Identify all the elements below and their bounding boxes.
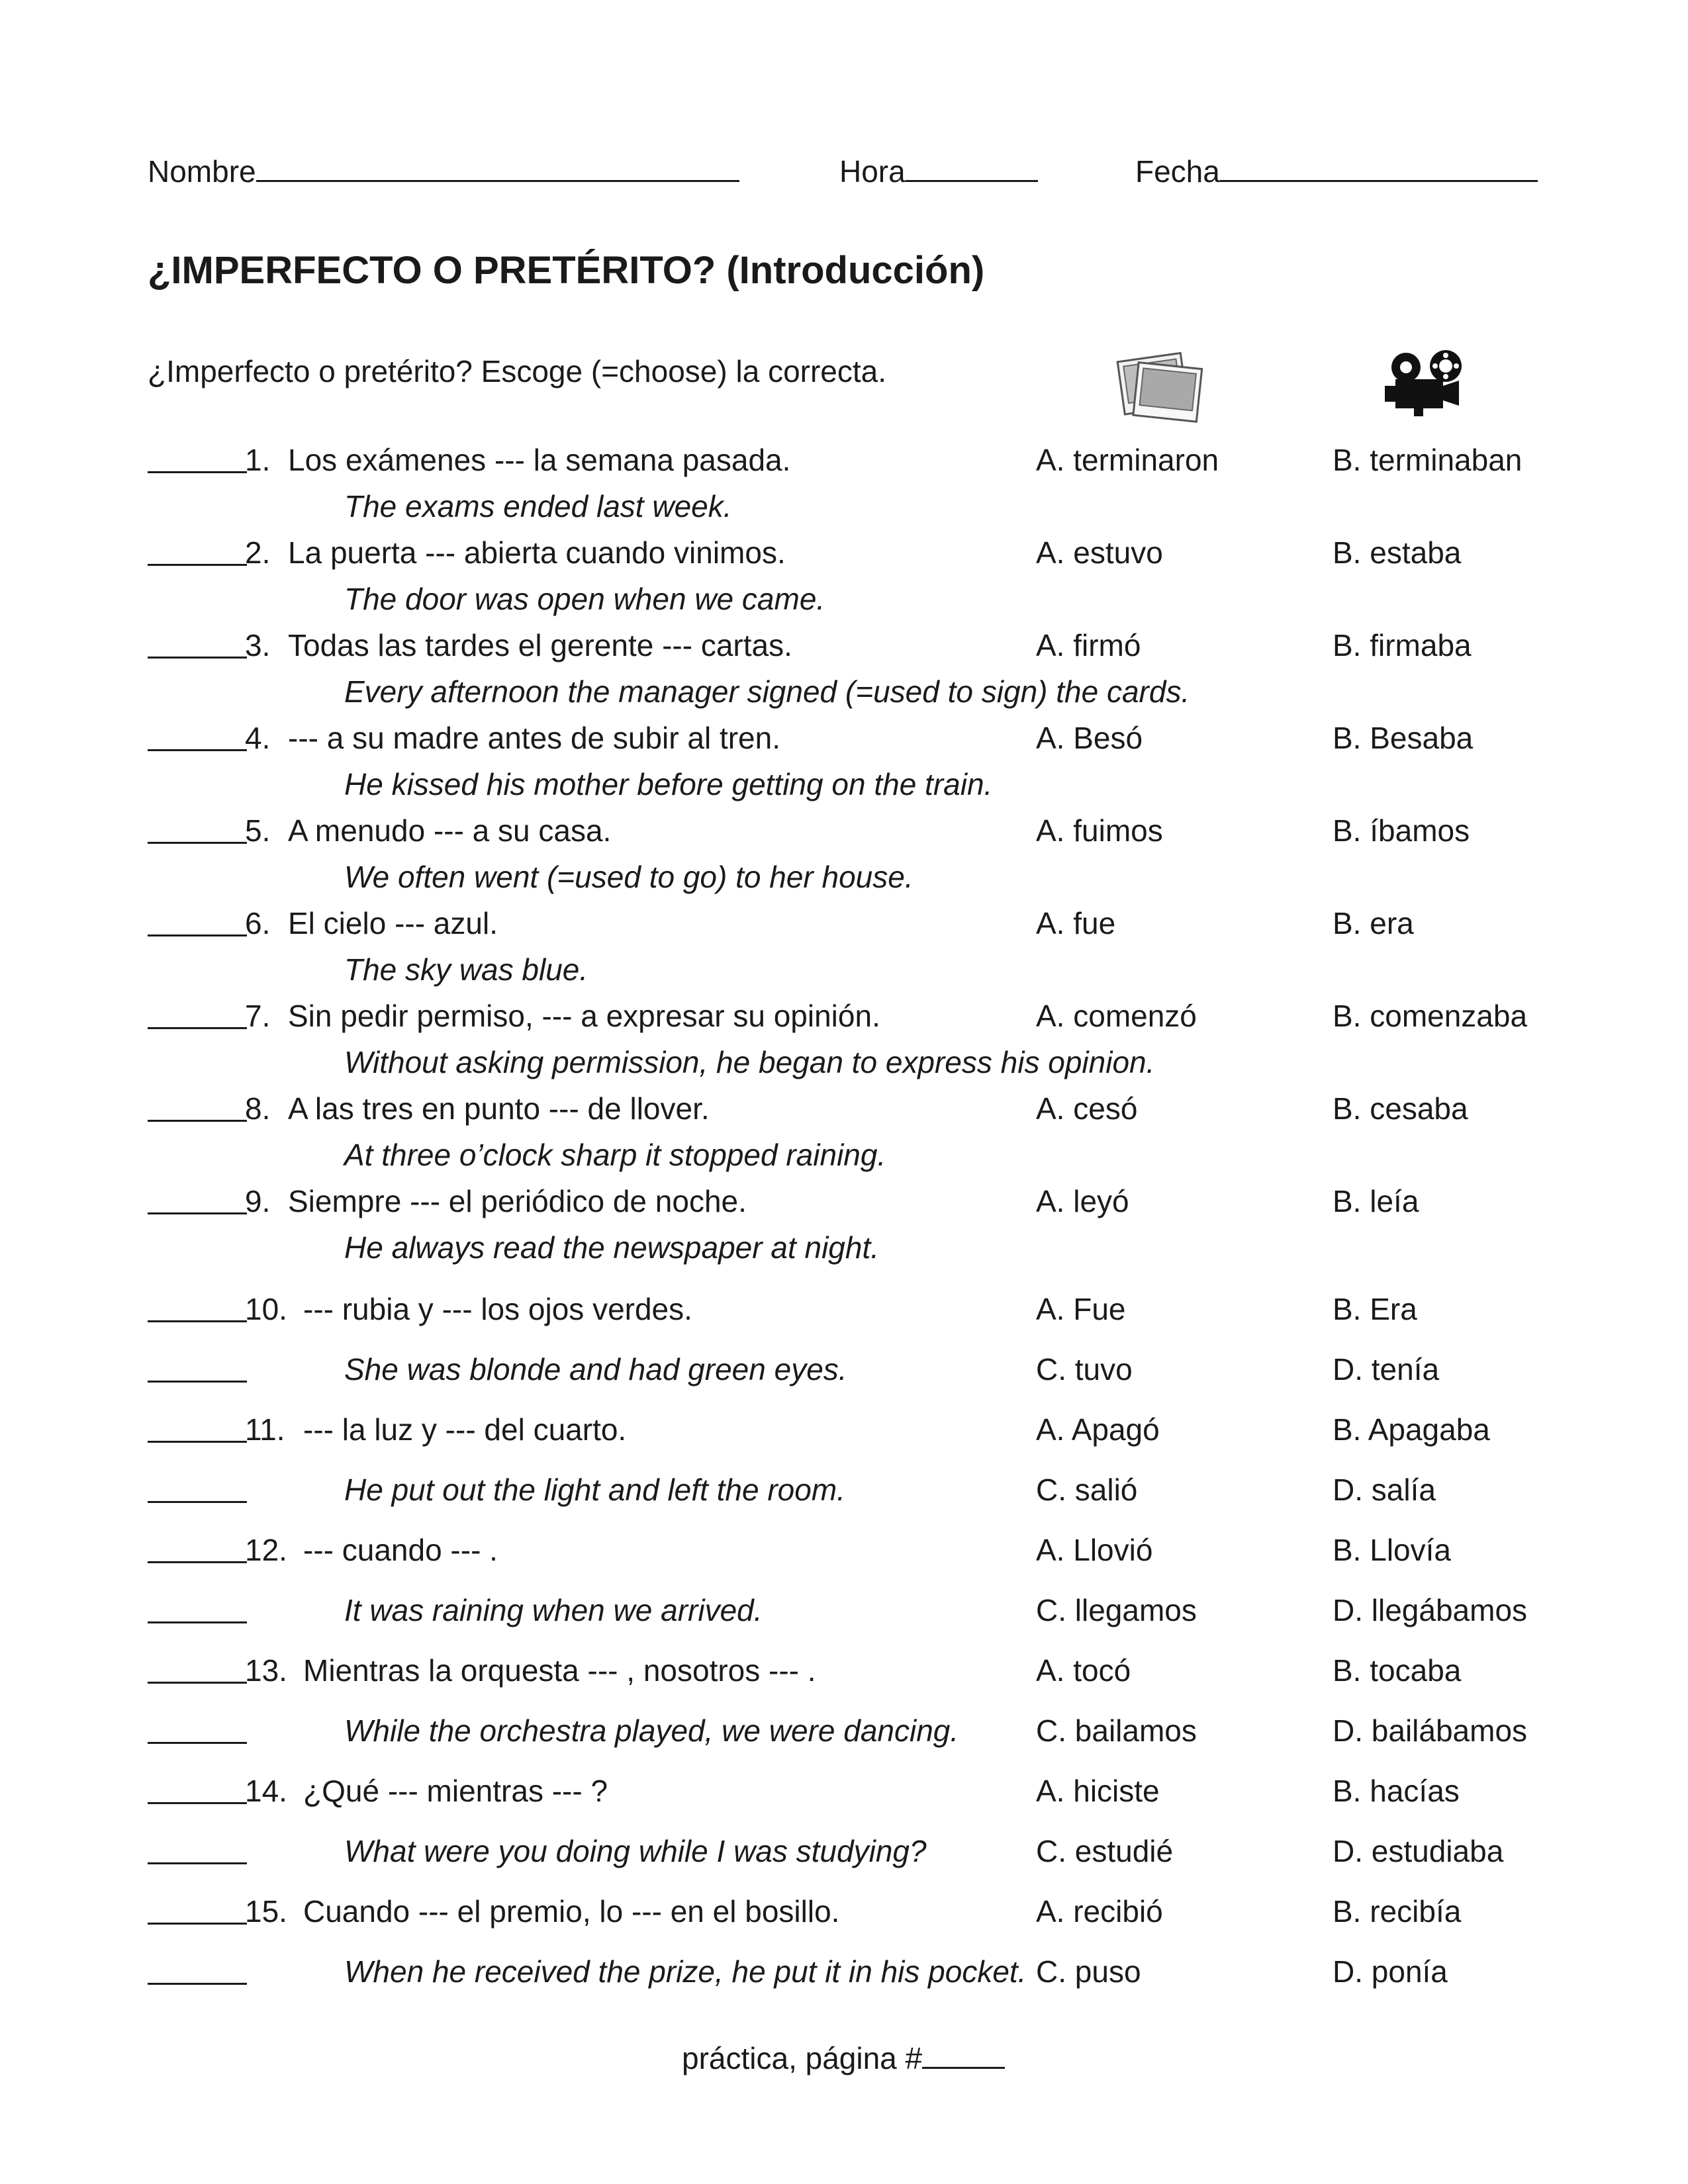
name-field xyxy=(148,154,739,193)
option-b[interactable]: B. leía xyxy=(1333,1184,1419,1218)
answer-blank-line[interactable] xyxy=(148,1655,247,1684)
option-b[interactable]: B. firmaba xyxy=(1333,628,1472,662)
answer-blank-10-second[interactable] xyxy=(148,1354,247,1387)
answer-blank-line[interactable] xyxy=(148,537,247,566)
option-a[interactable]: A. Llovió xyxy=(1036,1533,1153,1567)
answer-blank-14-second[interactable] xyxy=(148,1836,247,1869)
date-field xyxy=(1135,154,1538,193)
option-d[interactable]: D. tenía xyxy=(1333,1352,1440,1387)
answer-blank-line[interactable] xyxy=(148,908,247,936)
question-text: La puerta --- abierta cuando vinimos. xyxy=(288,535,786,570)
question-number: 13. xyxy=(245,1653,287,1688)
question-number: 1. xyxy=(245,443,271,477)
question-translation: It was raining when we arrived. xyxy=(344,1593,763,1627)
option-b[interactable]: B. íbamos xyxy=(1333,813,1470,848)
option-a[interactable]: A. fuimos xyxy=(1036,813,1163,848)
name-label: Nombre xyxy=(148,154,256,189)
question-text: --- cuando --- . xyxy=(303,1533,498,1567)
option-a[interactable]: A. tocó xyxy=(1036,1653,1131,1688)
question-text: El cielo --- azul. xyxy=(288,906,498,940)
option-b[interactable]: B. Apagaba xyxy=(1333,1412,1490,1447)
answer-blank-6[interactable] xyxy=(148,908,247,941)
photographs-icon xyxy=(1112,351,1205,424)
question-text: A menudo --- a su casa. xyxy=(288,813,612,848)
question-number: 14. xyxy=(245,1774,287,1808)
answer-blank-line[interactable] xyxy=(148,723,247,751)
option-a[interactable]: A. cesó xyxy=(1036,1091,1138,1126)
question-number: 4. xyxy=(245,721,271,755)
answer-blank-line[interactable] xyxy=(148,1294,247,1322)
page-title: ¿IMPERFECTO O PRETÉRITO? (Introducción) xyxy=(148,249,985,292)
question-number: 9. xyxy=(245,1184,271,1218)
option-a[interactable]: A. Fue xyxy=(1036,1292,1126,1326)
answer-blank-line[interactable] xyxy=(148,1001,247,1029)
answer-blank-line[interactable] xyxy=(148,1595,247,1623)
question-translation: The exams ended last week. xyxy=(344,489,732,523)
option-a[interactable]: A. firmó xyxy=(1036,628,1141,662)
answer-blank-11-second[interactable] xyxy=(148,1475,247,1508)
question-text: Sin pedir permiso, --- a expresar su opinión. xyxy=(288,999,880,1033)
question-number: 3. xyxy=(245,628,271,662)
answer-blank-3[interactable] xyxy=(148,630,247,663)
question-translation: While the orchestra played, we were dancing. xyxy=(344,1713,959,1748)
question-text: Siempre --- el periódico de noche. xyxy=(288,1184,747,1218)
option-b[interactable]: B. terminaban xyxy=(1333,443,1523,477)
question-number: 8. xyxy=(245,1091,271,1126)
question-number: 7. xyxy=(245,999,271,1033)
instructions: ¿Imperfecto o pretérito? Escoge (=choose) la correcta. xyxy=(148,354,887,388)
option-d[interactable]: D. llegábamos xyxy=(1333,1593,1528,1627)
question-text: A las tres en punto --- de llover. xyxy=(288,1091,710,1126)
option-b[interactable]: B. cesaba xyxy=(1333,1091,1468,1126)
option-b[interactable]: B. comenzaba xyxy=(1333,999,1528,1033)
answer-blank-11-first[interactable] xyxy=(148,1414,247,1447)
question-translation: At three o’clock sharp it stopped raining. xyxy=(344,1138,886,1172)
answer-blank-line[interactable] xyxy=(148,815,247,844)
question-translation: When he received the prize, he put it in his pocket. xyxy=(344,1954,1027,1989)
answer-blank-line[interactable] xyxy=(148,1715,247,1744)
option-a[interactable]: A. estuvo xyxy=(1036,535,1163,570)
question-translation: What were you doing while I was studying? xyxy=(344,1834,927,1868)
option-c[interactable]: C. puso xyxy=(1036,1954,1141,1989)
option-b[interactable]: B. estaba xyxy=(1333,535,1462,570)
answer-blank-line[interactable] xyxy=(148,1093,247,1122)
answer-blank-5[interactable] xyxy=(148,815,247,848)
answer-blank-2[interactable] xyxy=(148,537,247,570)
option-d[interactable]: D. salía xyxy=(1333,1473,1436,1507)
option-a[interactable]: A. hiciste xyxy=(1036,1774,1160,1808)
question-number: 12. xyxy=(245,1533,287,1567)
answer-blank-1[interactable] xyxy=(148,445,247,478)
answer-blank-12-second[interactable] xyxy=(148,1595,247,1628)
option-a[interactable]: A. leyó xyxy=(1036,1184,1129,1218)
answer-blank-line[interactable] xyxy=(148,445,247,473)
answer-blank-line[interactable] xyxy=(148,1896,247,1925)
page-footer xyxy=(682,2040,1005,2073)
question-text: ¿Qué --- mientras --- ? xyxy=(303,1774,608,1808)
option-d[interactable]: D. estudiaba xyxy=(1333,1834,1504,1868)
answer-blank-13-first[interactable] xyxy=(148,1655,247,1688)
movie-projector-icon xyxy=(1377,347,1470,420)
option-a[interactable]: A. Apagó xyxy=(1036,1412,1160,1447)
option-b[interactable]: B. recibía xyxy=(1333,1894,1462,1929)
answer-blank-14-first[interactable] xyxy=(148,1776,247,1809)
answer-blank-line[interactable] xyxy=(148,1186,247,1214)
option-a[interactable]: A. comenzó xyxy=(1036,999,1197,1033)
answer-blank-7[interactable] xyxy=(148,1001,247,1034)
question-translation: She was blonde and had green eyes. xyxy=(344,1352,847,1387)
option-c[interactable]: C. salió xyxy=(1036,1473,1138,1507)
question-text: Cuando --- el premio, lo --- en el bosillo. xyxy=(303,1894,840,1929)
option-b[interactable]: B. era xyxy=(1333,906,1414,940)
option-d[interactable]: D. bailábamos xyxy=(1333,1713,1528,1748)
question-text: Mientras la orquesta --- , nosotros --- . xyxy=(303,1653,816,1688)
question-text: Todas las tardes el gerente --- cartas. xyxy=(288,628,792,662)
question-translation: He put out the light and left the room. xyxy=(344,1473,845,1507)
date-label: Fecha xyxy=(1135,154,1220,189)
hour-label: Hora xyxy=(839,154,906,189)
question-text: Los exámenes --- la semana pasada. xyxy=(288,443,791,477)
option-a[interactable]: A. recibió xyxy=(1036,1894,1163,1929)
name-input-line[interactable] xyxy=(256,154,739,182)
question-number: 5. xyxy=(245,813,271,848)
answer-blank-line[interactable] xyxy=(148,630,247,659)
answer-blank-line[interactable] xyxy=(148,1776,247,1804)
question-text: --- la luz y --- del cuarto. xyxy=(303,1412,627,1447)
question-number: 2. xyxy=(245,535,271,570)
option-a[interactable]: A. Besó xyxy=(1036,721,1143,755)
answer-blank-4[interactable] xyxy=(148,723,247,756)
answer-blank-9[interactable] xyxy=(148,1186,247,1219)
answer-blank-line[interactable] xyxy=(148,1956,247,1985)
answer-blank-line[interactable] xyxy=(148,1475,247,1503)
question-translation: He always read the newspaper at night. xyxy=(344,1230,880,1265)
answer-blank-line[interactable] xyxy=(148,1535,247,1563)
question-text: --- a su madre antes de subir al tren. xyxy=(288,721,780,755)
page-number-input-line[interactable] xyxy=(922,2040,1005,2069)
hour-input-line[interactable] xyxy=(906,154,1038,182)
option-c[interactable]: C. tuvo xyxy=(1036,1352,1133,1387)
hour-field xyxy=(839,154,1038,193)
option-b[interactable]: B. Besaba xyxy=(1333,721,1474,755)
answer-blank-15-first[interactable] xyxy=(148,1896,247,1929)
option-c[interactable]: C. estudié xyxy=(1036,1834,1174,1868)
question-text: --- rubia y --- los ojos verdes. xyxy=(303,1292,692,1326)
answer-blank-line[interactable] xyxy=(148,1354,247,1383)
question-number: 15. xyxy=(245,1894,287,1929)
option-b[interactable]: B. hacías xyxy=(1333,1774,1460,1808)
question-translation: We often went (=used to go) to her house. xyxy=(344,860,914,894)
answer-blank-line[interactable] xyxy=(148,1836,247,1864)
question-number: 6. xyxy=(245,906,271,940)
option-a[interactable]: A. terminaron xyxy=(1036,443,1219,477)
option-a[interactable]: A. fue xyxy=(1036,906,1116,940)
footer-label: práctica, página # xyxy=(682,2041,923,2075)
question-translation: The door was open when we came. xyxy=(344,582,825,616)
question-translation: The sky was blue. xyxy=(344,952,588,987)
question-translation: Without asking permission, he began to express his opinion. xyxy=(344,1045,1155,1079)
answer-blank-12-first[interactable] xyxy=(148,1535,247,1568)
date-input-line[interactable] xyxy=(1220,154,1538,182)
option-c[interactable]: C. bailamos xyxy=(1036,1713,1197,1748)
question-number: 11. xyxy=(245,1412,285,1447)
answer-blank-line[interactable] xyxy=(148,1414,247,1443)
option-d[interactable]: D. ponía xyxy=(1333,1954,1448,1989)
answer-blank-10-first[interactable] xyxy=(148,1294,247,1327)
question-translation: He kissed his mother before getting on the train. xyxy=(344,767,993,801)
option-b[interactable]: B. tocaba xyxy=(1333,1653,1462,1688)
question-translation: Every afternoon the manager signed (=used to sign) the cards. xyxy=(344,674,1190,709)
option-b[interactable]: B. Llovía xyxy=(1333,1533,1451,1567)
answer-blank-8[interactable] xyxy=(148,1093,247,1126)
option-b[interactable]: B. Era xyxy=(1333,1292,1417,1326)
answer-blank-13-second[interactable] xyxy=(148,1715,247,1749)
question-number: 10. xyxy=(245,1292,287,1326)
answer-blank-15-second[interactable] xyxy=(148,1956,247,1989)
option-c[interactable]: C. llegamos xyxy=(1036,1593,1197,1627)
